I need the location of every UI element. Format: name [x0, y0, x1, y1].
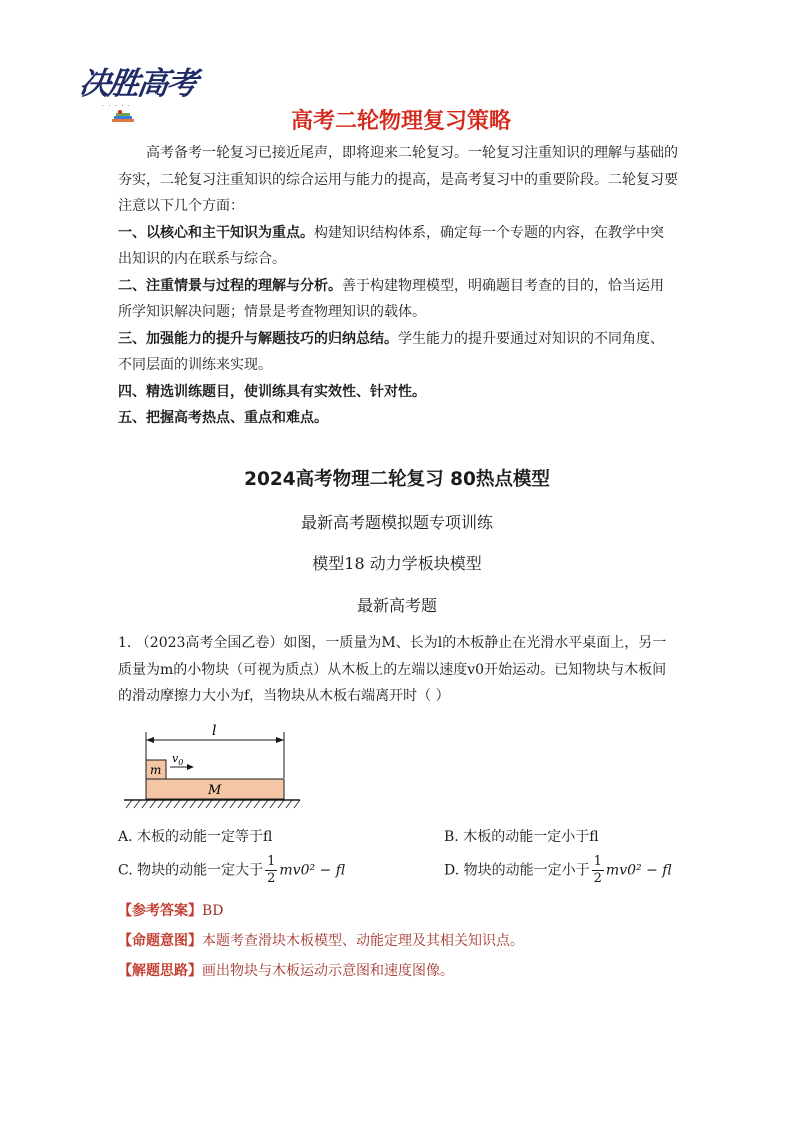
option-b[interactable]: B. 木板的动能一定小于fl: [444, 829, 599, 845]
sub-heading: 最新高考题模拟题专项训练: [300, 513, 493, 532]
point-3: 三、加强能力的提升与解题技巧的归纳总结。学生能力的提升要通过对知识的不同角度、: [118, 330, 664, 347]
question-line: 的滑动摩擦力大小为f，当物块从木板右端离开时（ ）: [118, 688, 450, 704]
intro-section: [118, 140, 678, 432]
intro-line: 夯实，二轮复习注重知识的综合运用与能力的提高，是高考复习中的重要阶段。二轮复习要: [118, 171, 678, 188]
velocity-arrowhead: [187, 764, 194, 770]
board-label: M: [208, 783, 222, 798]
question-line: 质量为m的小物块（可视为质点）从木板上的左端以速度v0开始运动。已知物块与木板间: [118, 661, 667, 678]
point-4: 四、精选训练题目，使训练具有实效性、针对性。: [118, 383, 426, 400]
question-text: [118, 630, 678, 710]
point-5: 五、把握高考热点、重点和难点。: [118, 410, 328, 426]
intro-line: 注意以下几个方面：: [118, 198, 244, 214]
point-2-cont: 所学知识解决问题；情景是考查物理知识的载体。: [118, 304, 426, 320]
option-d[interactable]: D. 物块的动能一定小于 $\frac{1}{2}$ mv0² − fl: [444, 854, 672, 886]
length-arrow-right: [276, 737, 284, 743]
question-line: 1. （2023高考全国乙卷）如图，一质量为M、长为l的木板静止在光滑水平桌面上，另一: [118, 635, 667, 651]
model-heading: 模型18 动力学板块模型: [312, 554, 482, 573]
answer-solution: 【解题思路】画出物块与木板运动示意图和速度图像。: [118, 963, 454, 979]
page-title: 高考二轮物理复习策略: [290, 109, 511, 134]
board-block-figure: [122, 720, 302, 815]
answer-reference: 【参考答案】BD: [118, 903, 224, 919]
option-c[interactable]: C. 物块的动能一定大于 $\frac{1}{2}$ mv0² − fl: [118, 854, 346, 886]
section-heading: 2024高考物理二轮复习 80热点模型: [244, 469, 550, 490]
point-3-cont: 不同层面的训练来实现。: [118, 357, 272, 373]
block-label: m: [150, 763, 162, 777]
point-1: 一、以核心和主干知识为重点。构建知识结构体系，确定每一个专题的内容，在教学中突: [118, 224, 664, 241]
logo-decoration: · · · · ·: [102, 102, 132, 110]
point-1-cont: 出知识的内在联系与综合。: [118, 251, 286, 267]
length-arrow-left: [146, 737, 154, 743]
length-label: l: [212, 723, 217, 739]
point-2: 二、注重情景与过程的理解与分析。善于构建物理模型，明确题目考查的目的，恰当运用: [118, 277, 664, 294]
fraction: $\frac{1}{2}$: [593, 854, 602, 886]
velocity-label: $v_0$: [172, 752, 184, 767]
option-a[interactable]: A. 木板的动能一定等于fl: [118, 829, 273, 845]
logo-text: 决胜高考: [76, 66, 199, 102]
exam-heading: 最新高考题: [356, 596, 437, 615]
answer-intent: 【命题意图】本题考查滑块木板模型、动能定理及其相关知识点。: [118, 933, 524, 949]
ground-hatching: [126, 800, 300, 808]
fraction: $\frac{1}{2}$: [267, 854, 276, 886]
intro-line: 高考备考一轮复习已接近尾声，即将迎来二轮复习。一轮复习注重知识的理解与基础的: [146, 145, 678, 161]
